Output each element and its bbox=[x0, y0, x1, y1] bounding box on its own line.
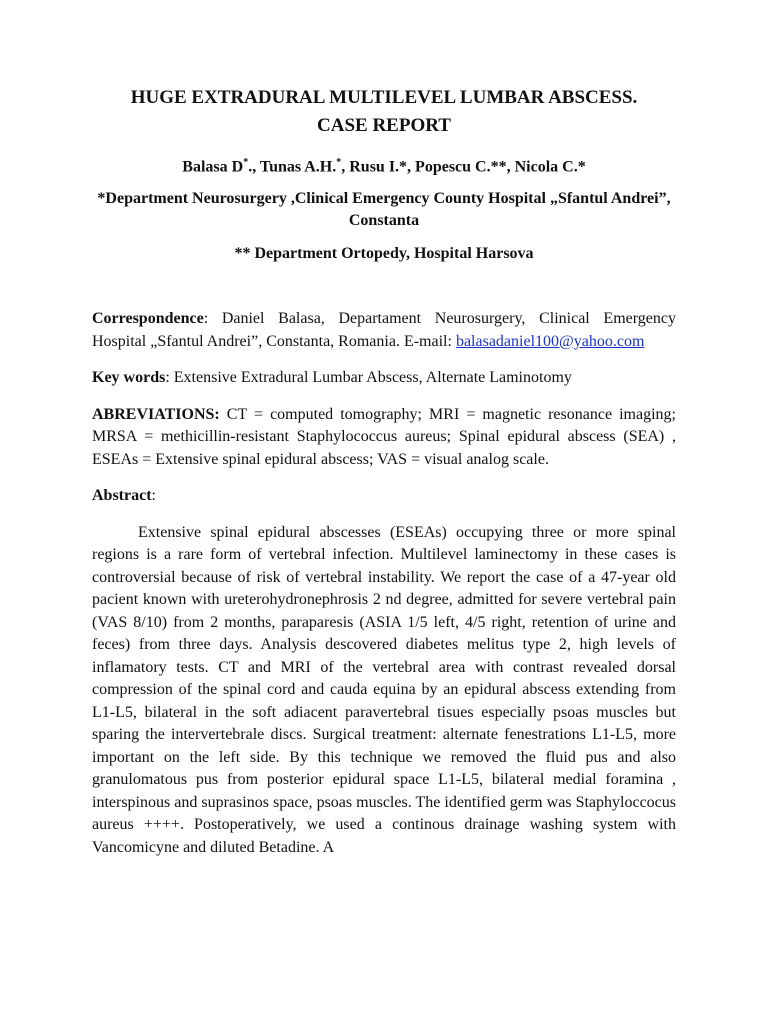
abstract-label-suffix: : bbox=[151, 487, 156, 505]
correspondence-email-link[interactable]: balasadaniel100@yahoo.com bbox=[455, 332, 645, 350]
keywords-label: Key words bbox=[92, 369, 166, 387]
abbreviations-paragraph bbox=[92, 404, 676, 472]
title-line-1: HUGE EXTRADURAL MULTILEVEL LUMBAR ABSCESS. bbox=[130, 87, 638, 108]
abbreviations-text: CT = computed tomography; MRI = magnetic resonance imaging; MRSA = methicillin-resistant Staphylococcus aureus; Spinal epidural abscess (SEA) , ESEAs = Extensive spinal epidural abscess; VAS = visual analog scale. bbox=[92, 405, 676, 468]
paper-title bbox=[92, 84, 676, 140]
abstract-body: Extensive spinal epidural abscesses (ESEAs) occupying three or more spinal regions is a rare form of vertebral infection. Multilevel laminectomy in these cases is controversial because of risk of vertebral instability. We report the case of a 47-year old pacient known with ureterohydronephrosis 2 nd degree, admitted for severe vertebral pain (VAS 8/10) from 2 months, paraparesis (ASIA 1/5 left, 4/5 right, retention of urine and feces) from three days. Analysis descovered diabetes melitus type 2, high levels of inflamatory tests. CT and MRI of the vertebral area with contrast revealed dorsal compression of the spinal cord and cauda equina by an epidural abscess extending from L1-L5, bilateral in the soft adiacent paravertebral tisues especially psoas muscles but sparing the intervertebrale discs. Surgical treatment: alternate fenestrations L1-L5, more important on the left side. By this technique we removed the fluid pus and also granulomatous pus from posterior epidural space L1-L5, bilateral medial foramina , interspinous and suprasinos space, psoas muscles. The identified germ was Staphyloccocus aureus ++++. Postoperatively, we used a continous drainage washing system with Vancomicyne and diluted Betadine. A bbox=[92, 523, 676, 856]
keywords-text: : Extensive Extradural Lumbar Abscess, Alternate Laminotomy bbox=[165, 369, 572, 387]
author-list bbox=[92, 152, 676, 178]
author-1-mark: * bbox=[243, 157, 249, 168]
author-2-mark: * bbox=[336, 157, 342, 168]
affiliation-1: *Department Neurosurgery ,Clinical Emergency County Hospital „Sfantul Andrei”, Constanta bbox=[97, 190, 671, 230]
author-1: Balasa D bbox=[182, 158, 244, 176]
abstract-label: Abstract bbox=[92, 487, 152, 505]
correspondence-label: Correspondence bbox=[92, 310, 204, 328]
paper-page bbox=[92, 84, 676, 859]
affiliation-2: ** Department Ortopedy, Hospital Harsova bbox=[234, 245, 534, 263]
correspondence-paragraph bbox=[92, 308, 676, 353]
abstract-heading bbox=[92, 485, 676, 508]
author-rest: , Rusu I.*, Popescu C.**, Nicola C.* bbox=[341, 158, 586, 176]
abbreviations-label: ABREVIATIONS: bbox=[92, 405, 220, 423]
keywords-paragraph bbox=[92, 367, 676, 390]
title-line-2: CASE REPORT bbox=[317, 115, 451, 136]
author-2: ., Tunas A.H. bbox=[248, 158, 337, 176]
correspondence-text: : Daniel Balasa, Departament Neurosurgery, Clinical Emergency Hospital „Sfantul Andrei”, Constanta, Romania. E-mail: bbox=[92, 310, 676, 350]
